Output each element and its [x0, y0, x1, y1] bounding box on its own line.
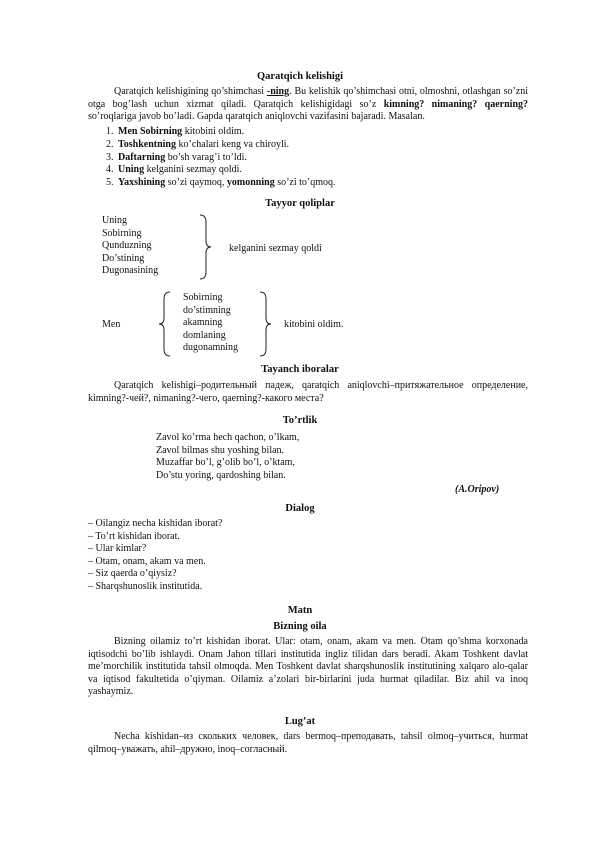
right-brace-icon	[258, 291, 272, 357]
intro-text-1: Qaratqich kelishigining qo’shimchasi	[114, 86, 267, 97]
dialog-line: – Siz qaerda o’qiysiz?	[88, 568, 177, 580]
intro-text-3: so’roqlariga javob bo’ladi. Gapda qaratqich aniqlovchi vazifasini bajaradi. Masalan.	[88, 111, 425, 123]
template-group-2-words	[183, 292, 238, 355]
tayyor-heading: Tayyor qoliplar	[265, 198, 335, 209]
examples-list	[88, 126, 336, 190]
template-word: Sobirning	[183, 292, 223, 303]
dialog-heading: Dialog	[285, 503, 315, 514]
dialog-line: – To’rt kishidan iborat.	[88, 530, 180, 542]
lugat-text: Necha kishidan–из скольких человек, dars bermoq–преподавать, tahsil olmoq–учиться, hurmat qilmoq–уважать, ahil–дружно, inoq–согласный.	[88, 731, 528, 755]
template-word: do’stimning	[183, 304, 231, 316]
template-word: dugonamning	[183, 342, 238, 354]
poem-line: Do’stu yoring, qardoshing bilan.	[156, 469, 286, 481]
right-brace-icon	[198, 214, 212, 280]
template-group-2-predicate: kitobini oldim.	[284, 319, 344, 330]
template-word: Do’stining	[102, 252, 145, 264]
intro-questions: kimning? nimaning? qaerning?	[383, 98, 529, 110]
page-title: Qaratqich kelishigi	[256, 71, 344, 82]
list-item: 4. Uning kelganini sezmay qoldi.	[116, 164, 336, 177]
left-brace-icon	[158, 291, 172, 357]
list-item: 5. Yaxshining so’zi qaymoq, yomonning so’zi to’qmoq.	[116, 177, 336, 190]
tayanch-heading: Tayanch iboralar	[261, 364, 339, 375]
matn-subheading: Bizning oila	[273, 621, 327, 632]
matn-heading: Matn	[287, 605, 313, 616]
lugat-heading: Lug’at	[284, 716, 316, 727]
template-word: Dugonasining	[102, 265, 159, 277]
intro-suffix: -ning	[266, 86, 290, 97]
template-word: Uning	[102, 215, 127, 226]
poem-author: (A.Oripov)	[455, 484, 500, 495]
template-group-1-predicate: kelganini sezmay qoldi	[229, 243, 322, 254]
dialog-line: – Otam, onam, akam va men.	[88, 555, 206, 567]
tortlik-poem	[156, 432, 299, 482]
tortlik-heading: To’rtlik	[282, 415, 318, 426]
poem-line: Zavol ko’rma hech qachon, o’lkam,	[156, 432, 300, 443]
tayanch-text: Qaratqich kelishigi–родительный падеж, qaratqich aniqlovchi–притяжательное определение, kimning?-чей?, nimaning?-чего, qaerning?-какого места?	[88, 380, 528, 404]
dialog-lines	[88, 518, 222, 594]
list-item: 3. Daftarning bo’sh varag’i to’ldi.	[116, 152, 336, 165]
dialog-line: – Sharqshunoslik institutida.	[88, 580, 203, 592]
list-item: 1. Men Sobirning kitobini oldim.	[116, 126, 336, 139]
template-word: Sobirning	[102, 227, 142, 239]
template-word: Qunduzning	[102, 240, 152, 252]
template-word: domlaning	[183, 329, 226, 341]
template-word: akamning	[183, 317, 223, 329]
intro-paragraph	[88, 86, 528, 124]
dialog-line: – Ular kimlar?	[88, 543, 147, 555]
template-group-2-subject: Men	[102, 319, 121, 330]
list-item: 2. Toshkentning ko’chalari keng va chiroyli.	[116, 139, 336, 152]
poem-line: Muzaffar bo’l, g’olib bo’l, o’ktam,	[156, 457, 295, 469]
intro-text-2: . Bu kelishik qo’shimchasi otni, olmoshni, otlashgan so’zni otga bog’lash uchun xizmat qiladi. Qaratqich kelishigidagi so’z	[88, 86, 529, 110]
dialog-line: – Oilangiz necha kishidan iborat?	[88, 518, 223, 529]
poem-line: Zavol bilmas shu yoshing bilan.	[156, 444, 285, 456]
template-group-1-words	[102, 215, 158, 278]
matn-text: Bizning oilamiz to’rt kishidan iborat. Ular: otam, onam, akam va men. Otam qo’shma korxonada iqtisodchi bo’lib ishlaydi. Onam Jahon tillari institutida ingliz tilidan dars beradi. Akam Toshkent davlat me’morchilik institutida tahsil olmoqda. Men Toshkent davlat sharqshunoslik institutining xalqaro alo-qalar va iqtisod fakultetida o’qiyman. Oilamiz a’zolari bir-birlarini juda hurmat qiladilar. Biz ahil va inoq yashaymiz.	[88, 636, 528, 698]
